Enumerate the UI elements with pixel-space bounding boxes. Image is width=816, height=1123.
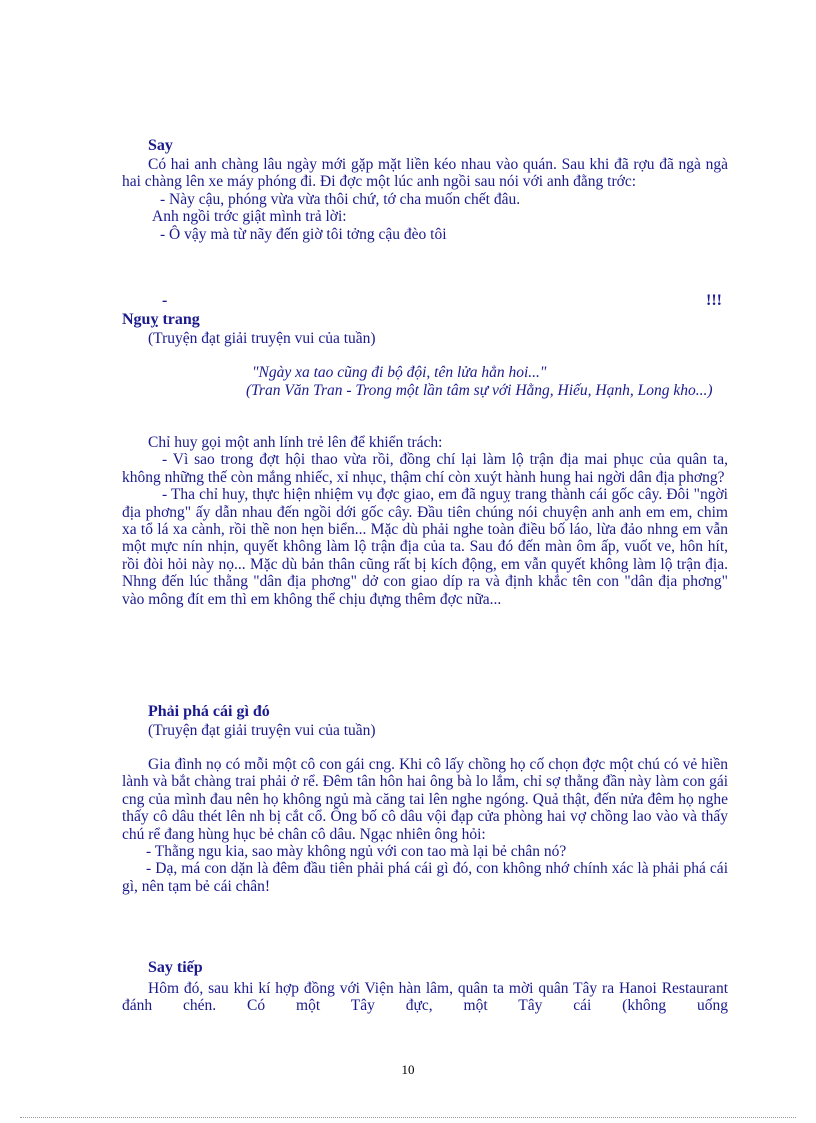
paragraph: Hôm đó, sau khi kí hợp đồng với Viện hàn lâm, quân ta mời quân Tây ra Hanoi Restaurant đánh chén. Có một Tây đực, một Tây cái (không uống	[122, 980, 728, 1015]
story-body-phai-pha	[122, 756, 728, 895]
story-body-say-tiep	[122, 980, 728, 1015]
paragraph: - Vì sao trong đợt hội thao vừa rồi, đồng chí lại làm lộ trận địa mai phục của quân ta, không những thế còn mắng nhiếc, xỉ nhục, thậm chí còn xuýt hành hung hai ngời dân địa phơng?	[122, 451, 728, 486]
dialogue-line: - Thằng ngu kia, sao mày không ngủ với con tao mà lại bẻ chân nó?	[146, 843, 567, 861]
story-title-say-tiep: Say tiếp	[148, 959, 203, 976]
exclamation-mark: !!!	[706, 292, 722, 309]
dialogue-line: - Này cậu, phóng vừa vừa thôi chứ, tớ cha muốn chết đâu.	[160, 190, 521, 208]
narration-line: Anh ngồi trớc giật mình trả lời:	[152, 208, 347, 226]
dash-mark: -	[162, 292, 168, 309]
paragraph: - Dạ, má con dặn là đêm đầu tiên phải phá cái gì đó, con không nhớ chính xác là phải phá cái gì, nên tạm bẻ cái chân!	[122, 860, 728, 895]
page-number: 10	[401, 1062, 415, 1077]
epigraph-attribution: (Tran Văn Tran - Trong một lần tâm sự với Hằng, Hiếu, Hạnh, Long kho...)	[246, 382, 713, 399]
paragraph: Gia đình nọ có mỗi một cô con gái cng. Khi cô lấy chồng họ cố chọn đợc một chú có vẻ hiền lành và bắt chàng trai phải ở rể. Đêm tân hôn hai ông bà lo lắm, chỉ sợ thằng đần này làm con gái cng của mình đau nên họ không ngủ mà căng tai lên nghe ngóng. Quả thật, đến nửa đêm họ nghe thấy cô dâu thét lên nh bị cắt cổ. Ông bố cô dâu vội đạp cửa phòng hai vợ chồng lao vào và thấy chú rể đang hùng hục bẻ chân cô dâu. Ngạc nhiên ông hỏi:	[122, 756, 728, 843]
story-subtitle: (Truyện đạt giải truyện vui của tuần)	[148, 330, 376, 347]
story-body-nguy-trang	[122, 434, 728, 608]
epigraph-quote: "Ngày xa tao cũng đi bộ đội, tên lửa hẳn hoi..."	[252, 364, 547, 381]
story-title-say: Say	[148, 137, 173, 154]
paragraph: Có hai anh chàng lâu ngày mới gặp mặt liền kéo nhau vào quán. Sau khi đã rợu đã ngà ngà hai chàng lên xe máy phóng đi. Đi đợc một lúc anh ngồi sau nói với anh đằng trớc:	[122, 156, 728, 191]
dialogue-line: - Ô vậy mà từ nãy đến giờ tôi tởng cậu đèo tôi	[160, 225, 447, 243]
story-subtitle: (Truyện đạt giải truyện vui của tuần)	[148, 722, 376, 739]
story-title-nguy-trang: Nguỵ trang	[122, 311, 200, 328]
story-body-say	[122, 156, 728, 243]
paragraph: Chỉ huy gọi một anh lính trẻ lên để khiển trách:	[148, 434, 443, 451]
paragraph: - Tha chỉ huy, thực hiện nhiệm vụ đợc giao, em đã nguỵ trang thành cái gốc cây. Đôi "ngời địa phơng" ấy dẫn nhau đến ngồi dới gốc cây. Đầu tiên chúng nói chuyện anh anh em em, chim xa tổ lá xa cành, rồi thề non hẹn biển... Mặc dù phải nghe toàn điều bố láo, lừa đảo nhng em vẫn một mực nín nhịn, quyết không làm lộ trận địa của ta. Sau đó đến màn ôm ấp, vuốt ve, hôn hít, rồi đòi hỏi này nọ... Mặc dù bản thân cũng rất bị kích động, em vẫn quyết không làm lộ trận địa. Nhng đến lúc thằng "dân địa phơng" dở con giao díp ra và định khắc tên con "dân địa phơng" vào mông đít em thì em không thể chịu đựng thêm đợc nữa...	[122, 486, 728, 608]
story-title-phai-pha: Phải phá cái gì đó	[148, 703, 270, 720]
page-bottom-divider	[20, 1117, 796, 1118]
